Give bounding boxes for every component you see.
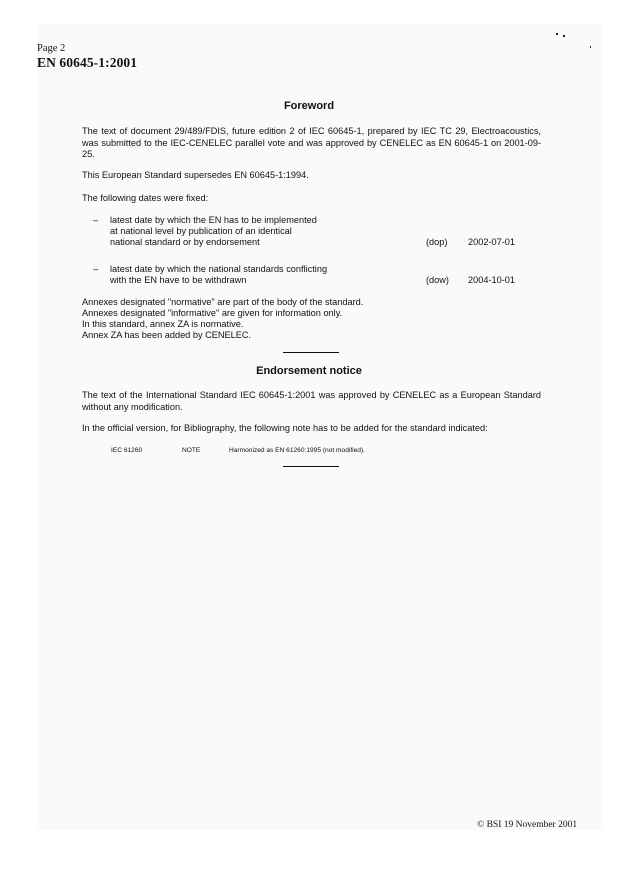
date-code: (dow) <box>426 275 449 285</box>
endorsement-paragraph-1: The text of the International Standard IEC 60645-1:2001 was approved by CENELEC as a European Standard without any modification. <box>82 390 541 412</box>
date-item-line: latest date by which the EN has to be implemented <box>110 215 317 225</box>
section-separator <box>283 466 339 467</box>
date-code: (dop) <box>426 237 448 247</box>
dash-bullet: – <box>93 215 99 225</box>
document-id: EN 60645-1:2001 <box>37 55 138 70</box>
foreword-paragraph-1: The text of document 29/489/FDIS, future edition 2 of IEC 60645-1, prepared by IEC TC 29, Electroacoustics, was submitted to the IEC-CENELEC parallel vote and was approved by CENELEC as EN 60645-1 on 2001-09-25. <box>82 126 541 159</box>
annex-line: Annex ZA has been added by CENELEC. <box>82 330 252 340</box>
date-item-line: latest date by which the national standards conflicting <box>110 264 328 274</box>
annex-line: In this standard, annex ZA is normative. <box>82 319 244 329</box>
dash-bullet: – <box>93 264 99 274</box>
foreword-title: Foreword <box>283 100 335 112</box>
date-value: 2002-07-01 <box>468 237 515 247</box>
copyright-footer: © BSI 19 November 2001 <box>477 820 578 830</box>
annex-line: Annexes designated "normative" are part of the body of the standard. <box>82 297 364 307</box>
date-value: 2004-10-01 <box>468 275 515 285</box>
scan-speck <box>563 35 565 37</box>
note-standard: IEC 61260 <box>111 447 143 454</box>
date-item-line: with the EN have to be withdrawn <box>110 275 247 285</box>
note-label: NOTE <box>182 447 201 454</box>
date-item-line: national standard or by endorsement <box>110 237 260 247</box>
date-item-line: at national level by publication of an identical <box>110 226 292 236</box>
annex-line: Annexes designated "informative" are given for information only. <box>82 308 343 318</box>
section-separator <box>283 352 339 353</box>
dates-intro: The following dates were fixed: <box>82 193 209 203</box>
foreword-paragraph-2: This European Standard supersedes EN 60645-1:1994. <box>82 170 309 180</box>
scan-speck <box>556 33 558 35</box>
endorsement-paragraph-2: In the official version, for Bibliography, the following note has to be added for the standard indicated: <box>82 423 488 433</box>
page-number: Page 2 <box>37 43 66 54</box>
scan-speck <box>590 46 591 48</box>
note-text: Harmonized as EN 61260:1995 (not modified). <box>229 447 365 454</box>
endorsement-title: Endorsement notice <box>256 365 362 377</box>
